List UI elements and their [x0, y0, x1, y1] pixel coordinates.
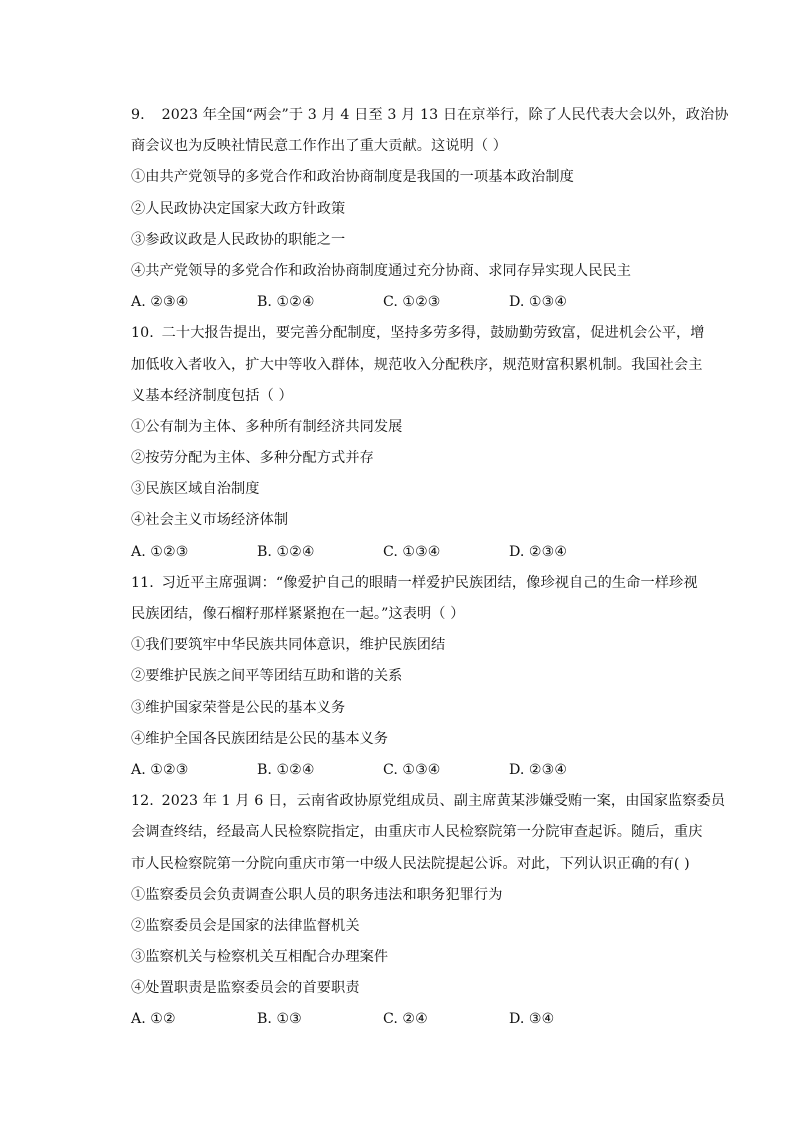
statement-3: ③参政议政是人民政协的职能之一	[131, 231, 346, 248]
option-b: B. ①③	[257, 1011, 302, 1028]
question-stem-line: 民族团结，像石榴籽那样紧紧抱在一起。”这表明（ ）	[131, 606, 465, 622]
statement-4: ④共产党领导的多党合作和政治协商制度通过充分协商、求同存异实现人民民主	[131, 262, 632, 279]
statement-2: ②监察委员会是国家的法律监督机关	[131, 917, 360, 934]
question-stem-line: 商会议也为反映社情民意工作作出了重大贡献。这说明（ ）	[131, 138, 508, 155]
question-number: 12.	[131, 793, 154, 810]
answer-options	[131, 755, 691, 786]
option-a: A. ①②③	[131, 761, 189, 778]
question-stem-line	[131, 100, 729, 131]
option-c: C. ②④	[383, 1011, 428, 1028]
question-stem-text: 2023 年全国“两会”于 3 月 4 日至 3 月 13 日在京举行，除了人民代表大会以外，政治协	[161, 107, 729, 123]
option-d: D. ③④	[509, 1011, 555, 1028]
question-stem-line	[131, 786, 726, 817]
option-b: B. ①②④	[257, 761, 315, 778]
question-number: 10.	[131, 325, 154, 342]
answer-options	[131, 537, 691, 568]
statement-2: ②按劳分配为主体、多种分配方式并存	[131, 450, 374, 467]
question-stem-text: 2023 年 1 月 6 日，云南省政协原党组成员、副主席黄某涉嫌受贿一案，由国家监察委员	[161, 793, 726, 810]
statement-1: ①由共产党领导的多党合作和政治协商制度是我国的一项基本政治制度	[131, 169, 574, 186]
question-stem-line	[131, 318, 705, 349]
option-c: C. ①③④	[383, 543, 441, 560]
question-11	[131, 568, 698, 786]
question-9	[131, 100, 729, 318]
answer-options	[131, 1004, 691, 1035]
question-12	[131, 786, 726, 1036]
statement-4: ④维护全国各民族团结是公民的基本义务	[131, 730, 389, 747]
question-stem-text: 二十大报告提出，要完善分配制度，坚持多劳多得，鼓励勤劳致富，促进机会公平，增	[161, 325, 705, 342]
option-d: D. ②③④	[509, 761, 568, 778]
statement-3: ③维护国家荣誉是公民的基本义务	[131, 699, 346, 716]
question-number: 9.	[131, 107, 145, 123]
option-b: B. ①②④	[257, 543, 315, 560]
statement-2: ②要维护民族之间平等团结互助和谐的关系	[131, 668, 403, 685]
statement-1: ①我们要筑牢中华民族共同体意识，维护民族团结	[131, 637, 446, 654]
question-stem-line	[131, 568, 698, 599]
option-b: B. ①②④	[257, 294, 315, 311]
statement-3: ③民族区域自治制度	[131, 481, 260, 498]
statement-1: ①监察委员会负责调查公职人员的职务违法和职务犯罪行为	[131, 886, 503, 903]
option-c: C. ①③④	[383, 761, 441, 778]
question-stem-text: 习近平主席强调：“像爱护自己的眼睛一样爱护民族团结，像珍视自己的生命一样珍视	[161, 574, 698, 591]
option-a: A. ①②	[131, 1011, 176, 1028]
statement-1: ①公有制为主体、多种所有制经济共同发展	[131, 418, 403, 435]
question-10	[131, 318, 705, 568]
question-stem-line: 会调查终结，经最高人民检察院指定，由重庆市人民检察院第一分院审查起诉。随后，重庆	[131, 824, 703, 841]
option-d: D. ②③④	[509, 543, 568, 560]
option-d: D. ①③④	[509, 294, 568, 311]
option-c: C. ①②③	[383, 294, 441, 311]
answer-options	[131, 287, 691, 318]
statement-4: ④处置职责是监察委员会的首要职责	[131, 980, 360, 997]
question-stem-line: 市人民检察院第一分院向重庆市第一中级人民法院提起公诉。对此，下列认识正确的有( )	[131, 855, 690, 872]
statement-3: ③监察机关与检察机关互相配合办理案件	[131, 949, 389, 966]
question-stem-line: 义基本经济制度包括（ ）	[131, 387, 293, 404]
option-a: A. ①②③	[131, 543, 189, 560]
question-list	[131, 100, 729, 1036]
statement-2: ②人民政协决定国家大政方针政策	[131, 200, 346, 217]
question-stem-line: 加低收入者收入，扩大中等收入群体，规范收入分配秩序，规范财富积累机制。我国社会主	[131, 356, 703, 373]
question-number: 11.	[131, 574, 154, 591]
statement-4: ④社会主义市场经济体制	[131, 512, 289, 529]
option-a: A. ②③④	[131, 294, 189, 311]
